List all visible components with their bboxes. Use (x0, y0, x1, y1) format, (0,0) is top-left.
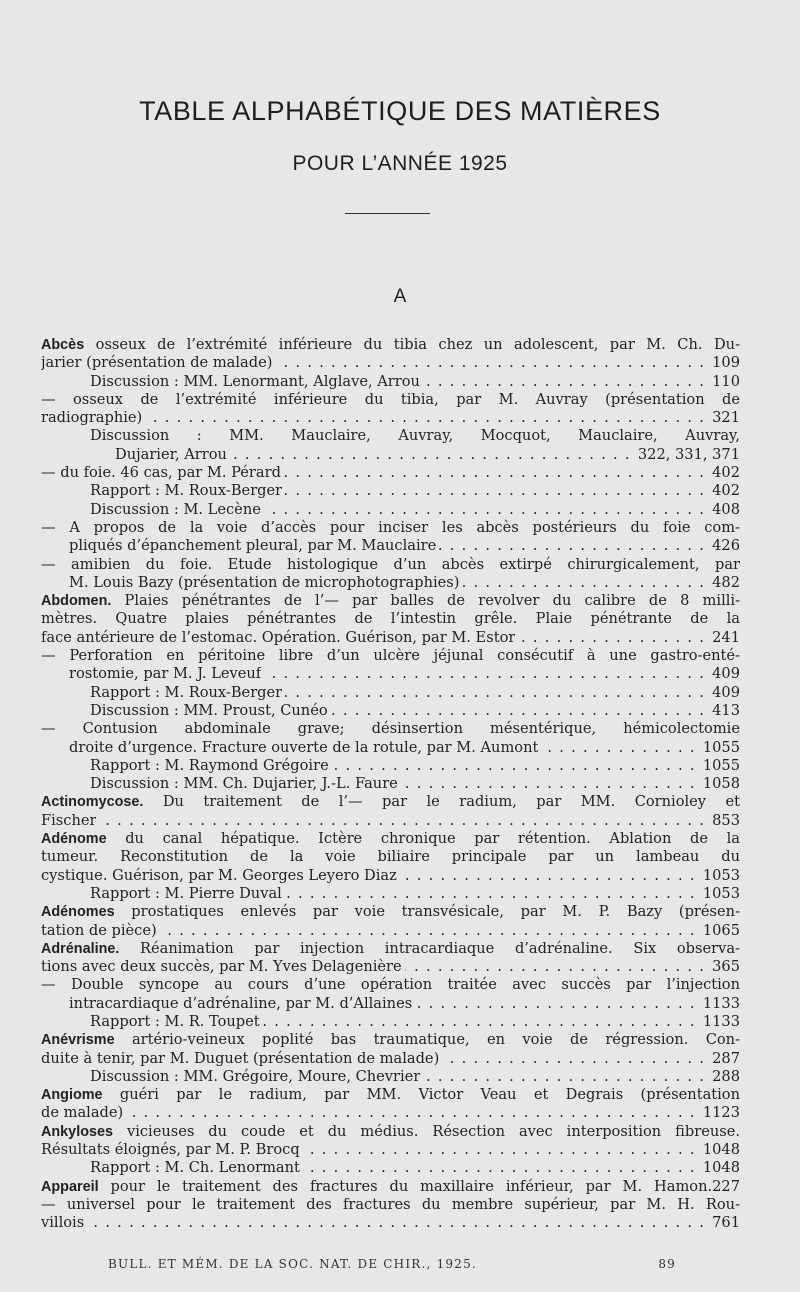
footer-page-number: 89 (658, 1257, 676, 1271)
index-line (41, 684, 740, 702)
dot-leader (518, 629, 705, 647)
index-line (41, 867, 740, 885)
index-line-text (41, 940, 740, 958)
index-description: mètres. Quatre plaies pénétrantes de l’intestin grêle. Plaie pénétrante de la (41, 610, 740, 628)
index-line-text (41, 629, 515, 647)
index-description: M. Louis Bazy (présentation de microphotographies) (69, 573, 460, 591)
dot-leader (442, 1050, 705, 1068)
index-line (41, 1104, 740, 1122)
index-line (41, 446, 740, 464)
index-line (41, 1214, 740, 1232)
dot-leader (423, 373, 705, 391)
index-line (41, 629, 740, 647)
index-description: Rapport : M. Roux-Berger (90, 482, 283, 500)
index-line-text (41, 610, 740, 628)
index-line-text (41, 556, 740, 574)
index-line (41, 409, 740, 427)
page-reference: 321 (712, 409, 740, 427)
page-reference: 1065 (702, 921, 740, 939)
index-line (41, 940, 740, 958)
index-description: Rapport : M. Raymond Grégoire (90, 756, 329, 774)
index-line-text (41, 1214, 84, 1232)
page-reference: 409 (712, 665, 740, 683)
page-footer (108, 1257, 676, 1271)
index-description: — osseux de l’extrémité inférieure du tibia, par M. Auvray (présentation de (41, 390, 740, 408)
index-description: Discussion : MM. Grégoire, Moure, Chevrier (90, 1067, 421, 1085)
index-line (41, 1141, 740, 1159)
index-description: Discussion : MM. Mauclaire, Auvray, Mocquot, Mauclaire, Auvray, (90, 427, 740, 445)
dot-leader (423, 1068, 705, 1086)
index-line (41, 373, 740, 391)
page-subtitle: POUR L’ANNÉE 1925 (292, 152, 508, 175)
index-line-text (41, 848, 740, 866)
page-reference: 402 (712, 464, 740, 482)
index-description: Rapport : M. R. Toupet (90, 1012, 260, 1030)
index-line-text (90, 684, 282, 702)
index-description: Fischer (41, 811, 97, 829)
index-description: Discussion : M. Lecène (90, 500, 261, 518)
index-keyword: Actinomycose. (41, 794, 144, 811)
index-entries (41, 336, 740, 1233)
index-line (41, 757, 740, 775)
index-line-text (90, 373, 420, 391)
index-description: de malade) (41, 1104, 124, 1122)
index-line-text (90, 1013, 260, 1031)
dot-leader (99, 812, 705, 830)
index-line (41, 1159, 740, 1177)
index-line (41, 976, 740, 994)
page-reference: 109 (712, 354, 740, 372)
page-reference: 1055 (702, 738, 740, 756)
index-description: cystique. Guérison, par M. Georges Leyero Diaz (41, 866, 397, 884)
index-line-text (41, 720, 740, 738)
index-description: Plaies pénétrantes de l’— par balles de revolver du calibre de 8 milli- (111, 592, 740, 610)
index-line (41, 739, 740, 757)
index-line (41, 354, 740, 372)
dot-leader (285, 885, 696, 903)
index-description: tions avec deux succès, par M. Yves Delagenière (41, 958, 402, 976)
index-description: guéri par le radium, par MM. Victor Veau et Degrais (présentation (102, 1086, 740, 1104)
index-description: pliqués d’épanchement pleural, par M. Mauclaire (69, 537, 437, 555)
index-description: Résultats éloignés, par M. P. Brocq (41, 1141, 300, 1159)
page-reference: 227 (712, 1177, 740, 1195)
index-line-text (41, 1031, 740, 1049)
index-line (41, 556, 740, 574)
page-reference: 241 (712, 628, 740, 646)
page-reference: 365 (712, 958, 740, 976)
page-reference: 426 (712, 537, 740, 555)
dot-leader (230, 446, 631, 464)
index-keyword: Adrénaline. (41, 940, 120, 957)
index-line-text (90, 1068, 420, 1086)
index-line-text (90, 885, 282, 903)
dot-leader (284, 464, 705, 482)
page-reference: 402 (712, 482, 740, 500)
index-line (41, 537, 740, 555)
page-reference: 1053 (702, 884, 740, 902)
index-description: — Perforation en péritoine libre d’un ulcère jéjunal consécutif à une gastro-enté- (41, 647, 740, 665)
dot-leader (275, 354, 705, 372)
index-line-text (115, 446, 227, 464)
page-reference: 1133 (702, 1012, 740, 1030)
index-line-text (41, 1178, 712, 1196)
index-description: face antérieure de l’estomac. Opération. Guérison, par M. Estor (41, 628, 516, 646)
page-reference: 482 (712, 573, 740, 591)
index-line-text (41, 1123, 740, 1141)
index-description: — A propos de la voie d’accès pour inciser les abcès postérieurs du foie com- (41, 518, 740, 536)
index-line (41, 665, 740, 683)
index-keyword: Angiome (41, 1087, 103, 1104)
index-line (41, 995, 740, 1013)
index-line (41, 1123, 740, 1141)
index-line (41, 592, 740, 610)
dot-leader (331, 702, 706, 720)
dot-leader (263, 1013, 696, 1031)
index-description: Discussion : MM. Lenormant, Alglave, Arrou (90, 372, 420, 390)
index-line (41, 1068, 740, 1086)
index-line (41, 647, 740, 665)
index-line-text (41, 976, 740, 994)
index-line (41, 1086, 740, 1104)
index-description: Discussion : MM. Proust, Cunéo (90, 701, 328, 719)
index-description: Discussion : MM. Ch. Dujarier, J.-L. Faure (90, 775, 398, 793)
index-description: duite à tenir, par M. Duguet (présentation de malade) (41, 1049, 440, 1067)
index-line-text (41, 903, 740, 921)
dot-leader (285, 684, 705, 702)
index-line-text (41, 391, 740, 409)
index-line (41, 427, 740, 445)
index-line (41, 336, 740, 354)
index-description: — universel pour le traitement des fractures du membre supérieur, par M. H. Rou- (41, 1195, 740, 1213)
dot-leader (541, 739, 696, 757)
page-reference: 1048 (702, 1141, 740, 1159)
index-line-text (41, 922, 157, 940)
index-line (41, 775, 740, 793)
index-description: artério-veineux poplité bas traumatique, en voie de régression. Con- (114, 1031, 740, 1049)
index-line-text (90, 757, 329, 775)
index-line (41, 885, 740, 903)
index-line-text (41, 830, 740, 848)
index-description: — du foie. 46 cas, par M. Pérard (41, 464, 281, 482)
index-line (41, 830, 740, 848)
index-line-text (41, 1141, 300, 1159)
index-keyword: Ankyloses (41, 1123, 113, 1140)
dot-leader (439, 537, 705, 555)
index-line (41, 464, 740, 482)
index-description: Du traitement de l’— par le radium, par MM. Cornioley et (143, 793, 740, 811)
dot-leader (126, 1104, 696, 1122)
index-line (41, 1178, 740, 1196)
page-reference: 1058 (702, 775, 740, 793)
index-description: du canal hépatique. Ictère chronique par rétention. Ablation de la (106, 830, 740, 848)
index-description: radiographie) (41, 409, 143, 427)
dot-leader (400, 867, 696, 885)
dot-leader (264, 665, 705, 683)
dot-leader (303, 1141, 696, 1159)
index-line-text (69, 739, 538, 757)
dot-leader (303, 1159, 696, 1177)
page-reference: 1048 (702, 1159, 740, 1177)
index-description: vicieuses du coude et du médius. Résection avec interposition fibreuse. (113, 1122, 740, 1140)
index-line-text (90, 1159, 300, 1177)
index-line (41, 812, 740, 830)
index-line (41, 1196, 740, 1214)
index-line-text (41, 647, 740, 665)
index-line (41, 1050, 740, 1068)
footer-journal: BULL. ET MÉM. DE LA SOC. NAT. DE CHIR., 1925. (108, 1257, 477, 1271)
index-line (41, 720, 740, 738)
dot-leader (264, 501, 705, 519)
index-line-text (41, 1086, 740, 1104)
index-line (41, 519, 740, 537)
page-reference: 1055 (702, 756, 740, 774)
index-line-text (41, 812, 96, 830)
page-reference: 1133 (702, 994, 740, 1012)
page-reference: 413 (712, 701, 740, 719)
dot-leader (405, 958, 705, 976)
index-line-text (41, 519, 740, 537)
index-line (41, 482, 740, 500)
index-line-text (90, 427, 740, 445)
index-line-text (69, 995, 412, 1013)
dot-leader (332, 757, 696, 775)
dot-leader (87, 1214, 705, 1232)
index-keyword: Anévrisme (41, 1032, 115, 1049)
index-line-text (41, 409, 142, 427)
index-line-text (41, 958, 402, 976)
index-line (41, 958, 740, 976)
index-keyword: Appareil (41, 1178, 99, 1195)
index-description: villois (41, 1214, 85, 1232)
index-line-text (90, 775, 398, 793)
index-description: — Contusion abdominale grave; désinsertion mésentérique, hémicolectomie (41, 720, 740, 738)
index-description: tumeur. Reconstitution de la voie biliaire principale par un lambeau du (41, 848, 740, 866)
index-line (41, 391, 740, 409)
page-reference: 1053 (702, 866, 740, 884)
index-description: jarier (présentation de malade) (41, 354, 273, 372)
index-line (41, 903, 740, 921)
index-description: droite d’urgence. Fracture ouverte de la rotule, par M. Aumont (69, 738, 539, 756)
index-line-text (41, 1196, 740, 1214)
index-line-text (41, 354, 272, 372)
index-line-text (41, 336, 740, 354)
index-description: Rapport : M. Pierre Duval (90, 884, 282, 902)
index-description: rostomie, par M. J. Leveuf (69, 665, 262, 683)
index-keyword: Adénome (41, 831, 107, 848)
index-line (41, 1031, 740, 1049)
page-reference: 322, 331, 371 (637, 445, 740, 463)
page-reference: 1123 (702, 1104, 740, 1122)
index-line (41, 922, 740, 940)
dot-leader (285, 482, 705, 500)
index-line-text (41, 1104, 123, 1122)
page-title: TABLE ALPHABÉTIQUE DES MATIÈRES (139, 96, 661, 126)
index-line (41, 574, 740, 592)
index-line (41, 702, 740, 720)
index-keyword: Abcès (41, 337, 85, 353)
index-line (41, 848, 740, 866)
index-description: tation de pièce) (41, 921, 157, 939)
index-line-text (41, 793, 740, 811)
index-line (41, 501, 740, 519)
index-keyword: Abdomen. (41, 593, 112, 610)
index-keyword: Adénomes (41, 904, 115, 921)
index-description: osseux de l’extrémité inférieure du tibia chez un adolescent, par M. Ch. Du- (84, 336, 740, 353)
index-line-text (90, 702, 328, 720)
index-description: intracardiaque d’adrénaline, par M. d’Allaines (69, 994, 413, 1012)
index-description: Réanimation par injection intracardiaque d’adrénaline. Six observa- (119, 939, 740, 957)
page-reference: 853 (712, 811, 740, 829)
index-line (41, 1013, 740, 1031)
dot-leader (415, 995, 696, 1013)
dot-leader (145, 409, 705, 427)
page-reference: 110 (712, 372, 740, 390)
index-line-text (69, 665, 261, 683)
page-reference: 408 (712, 500, 740, 518)
index-line-text (41, 1050, 439, 1068)
index-description: prostatiques enlevés par voie transvésicale, par M. P. Bazy (présen- (114, 903, 740, 921)
index-description: Rapport : M. Roux-Berger (90, 683, 283, 701)
page-reference: 761 (712, 1214, 740, 1232)
index-line-text (90, 482, 282, 500)
dot-leader (160, 922, 696, 940)
index-line-text (41, 867, 397, 885)
section-letter: A (393, 286, 407, 307)
dot-leader (401, 775, 696, 793)
index-description: pour le traitement des fractures du maxillaire inférieur, par M. Hamon. (98, 1177, 713, 1195)
index-line (41, 793, 740, 811)
index-line-text (90, 501, 261, 519)
index-line-text (41, 464, 281, 482)
index-line-text (69, 537, 436, 555)
index-line (41, 610, 740, 628)
index-line-text (69, 574, 459, 592)
index-description: — Double syncope au cours d’une opération traitée avec succès par l’injection (41, 976, 740, 994)
index-line-text (41, 592, 740, 610)
dot-leader (462, 574, 705, 592)
index-description: Rapport : M. Ch. Lenormant (90, 1159, 300, 1177)
index-description: Dujarier, Arrou (115, 445, 227, 463)
title-divider (345, 213, 430, 214)
page-reference: 409 (712, 683, 740, 701)
page-reference: 287 (712, 1049, 740, 1067)
index-description: — amibien du foie. Etude histologique d’un abcès extirpé chirurgicalement, par (41, 555, 740, 573)
page-reference: 288 (712, 1067, 740, 1085)
